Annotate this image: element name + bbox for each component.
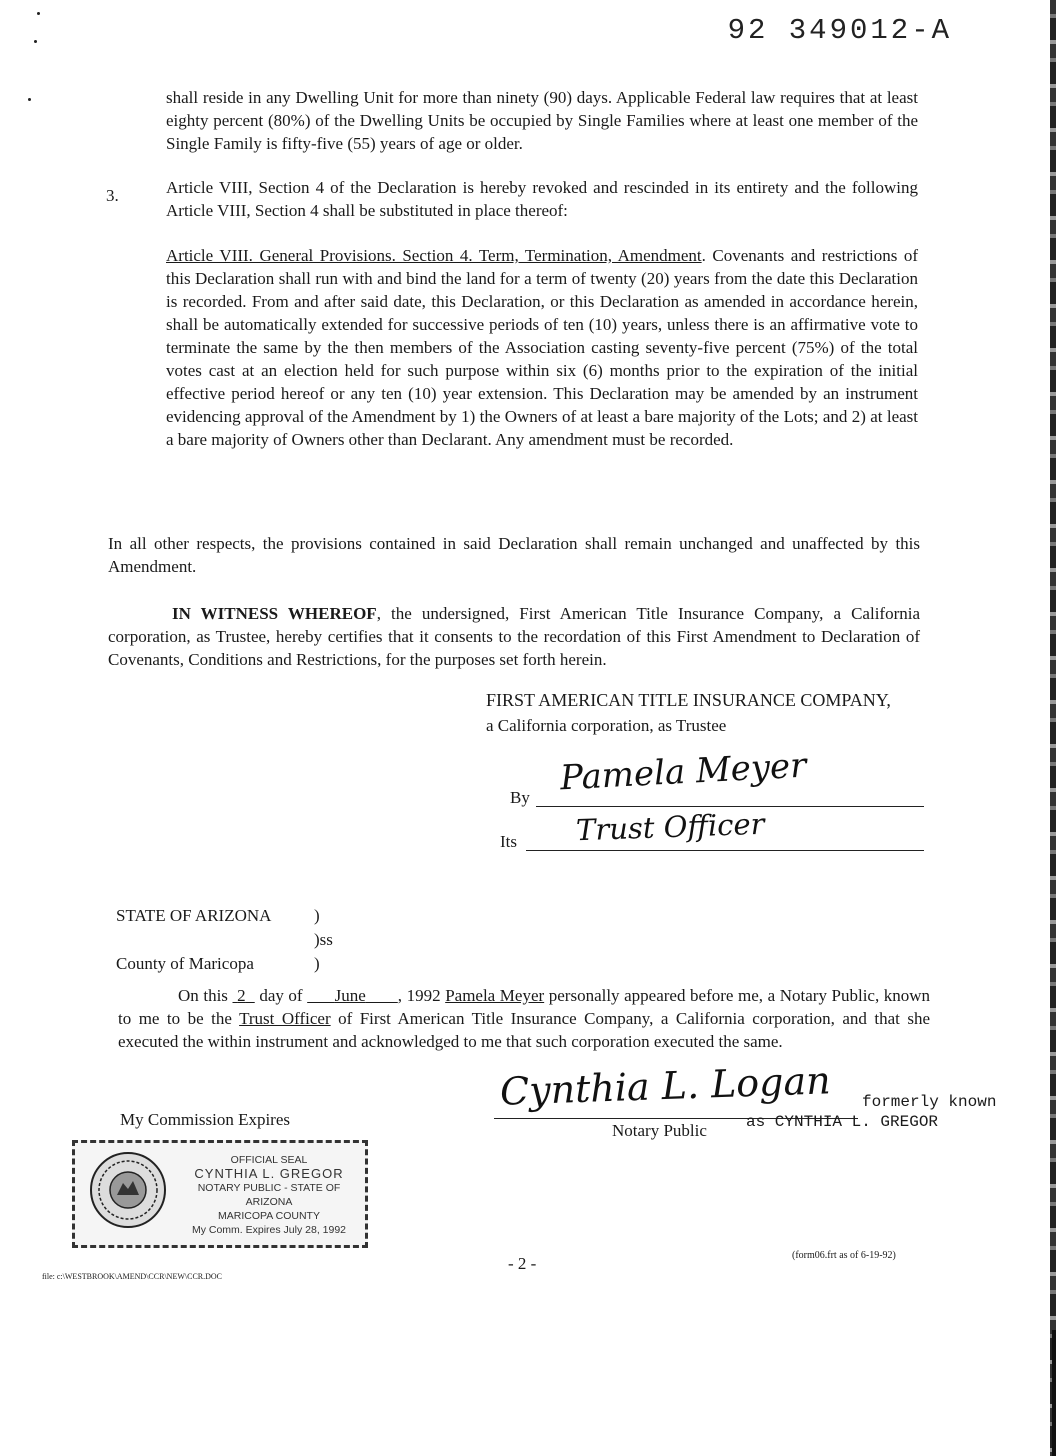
notary-public-label: Notary Public: [612, 1121, 707, 1140]
notary-seal: [72, 1140, 368, 1248]
witness-lead: IN WITNESS WHEREOF: [172, 604, 377, 623]
quoted-article: [166, 244, 918, 451]
ack-title: Trust Officer: [239, 1009, 331, 1028]
commission-expires-label: My Commission Expires: [120, 1110, 291, 1129]
witness-paragraph: [108, 602, 920, 671]
witness-text: , the undersigned, First American Title Insurance Company, a California corporation, as Trustee, hereby certifies that it consents to the recordation of this First Amendment to Declaration of Covenants, Conditions and Restrictions, for the purposes set forth herein.: [108, 604, 921, 669]
its-signature-line: [526, 850, 924, 851]
other-respects-paragraph: In all other respects, the provisions contained in said Declaration shall remain unchanged and unaffected by this Amendment.: [108, 534, 920, 576]
its-label: Its: [500, 832, 517, 851]
item-3-text: Article VIII, Section 4 of the Declaration is hereby revoked and rescinded in its entirety and the following Article VIII, Section 4 shall be substituted in place thereof:: [166, 178, 918, 220]
quoted-article-body: . Covenants and restrictions of this Declaration shall run with and bind the land for a term of twenty (20) years from the date this Declaration is recorded. From and after said date, this Declaration, or this Declaration as amended in accordance herein, shall be automatically extended for successive periods of ten (10) years, unless there is an affirmative vote to terminate the same by the then members of the Association casting seventy-five percent (75%) of the total votes cast at an election held for such purpose within six (6) months prior to the expiration of the initial effective period hereof or any ten (10) year extension. This Declaration may be amended by an instrument evidencing approval of the Amendment by 1) the Owners of at least a bare majority of the Lots; and 2) at least a bare majority of Owners other than Declarant. Any amendment must be recorded.: [166, 246, 919, 449]
quoted-article-heading: Article VIII. General Provisions. Section 4. Term, Termination, Amendment: [166, 246, 702, 265]
company-name: FIRST AMERICAN TITLE INSURANCE COMPANY,: [486, 690, 891, 710]
notary-formerly-known: formerly known: [862, 1093, 997, 1111]
ack-after-name: personally appeared before me, a Notary Public, known to me to be the: [118, 986, 931, 1028]
venue-ss: )ss: [314, 930, 333, 949]
by-signature-line: [536, 806, 924, 807]
ack-rest: of First American Title Insurance Company, a California corporation, and that she executed the within instrument and acknowledged to me that such corporation executed the same.: [118, 1009, 930, 1051]
notary-former-name: as CYNTHIA L. GREGOR: [746, 1113, 939, 1131]
seal-line-5: My Comm. Expires July 28, 1992: [191, 1224, 347, 1236]
state-seal-icon: [89, 1151, 167, 1229]
scan-edge-artifact: [1050, 0, 1056, 1456]
its-signature: Trust Officer: [575, 806, 766, 848]
continuation-paragraph: shall reside in any Dwelling Unit for more than ninety (90) days. Applicable Federal law requires that at least eighty percent (80%) of the Dwelling Units be occupied by Single Families where at least one member of the Single Family is fifty-five (55) years of age or older.: [166, 88, 918, 153]
venue-paren-1: ): [314, 906, 320, 925]
scan-speck: [34, 40, 37, 43]
seal-line-3: NOTARY PUBLIC - STATE OF ARIZONA: [197, 1182, 341, 1208]
scan-speck: [37, 12, 40, 15]
seal-line-1: OFFICIAL SEAL: [230, 1154, 308, 1166]
venue-county: County of Maricopa: [116, 954, 254, 973]
item-number: 3.: [106, 186, 119, 205]
by-label: By: [510, 788, 530, 807]
ack-day: 2: [237, 986, 246, 1005]
file-path: file: c:\WESTBROOK\AMEND\CCR\NEW\CCR.DOC: [42, 1272, 222, 1281]
scan-speck: [28, 98, 31, 101]
page-number: - 2 -: [508, 1254, 537, 1273]
document-number: 92 349012-A: [727, 14, 952, 47]
ack-name: Pamela Meyer: [445, 986, 545, 1005]
by-signature: Pamela Meyer: [559, 745, 808, 799]
acknowledgment-paragraph: [118, 984, 930, 1053]
seal-line-4: MARICOPA COUNTY: [218, 1210, 320, 1222]
seal-line-2: CYNTHIA L. GREGOR: [194, 1166, 344, 1181]
form-note: (form06.frt as of 6-19-92): [792, 1250, 896, 1261]
company-subtitle: a California corporation, as Trustee: [486, 716, 727, 735]
scan-edge-artifact-lower: [1052, 1330, 1056, 1456]
seal-text: [179, 1153, 359, 1237]
ack-day-of: day of: [259, 986, 303, 1005]
ack-month: June: [334, 986, 366, 1005]
venue-paren-3: ): [314, 954, 320, 973]
notary-signature: Cynthia L. Logan: [499, 1058, 832, 1114]
ack-on-this: On this: [178, 986, 228, 1005]
venue-state: STATE OF ARIZONA: [116, 906, 272, 925]
ack-year: , 1992: [397, 986, 441, 1005]
